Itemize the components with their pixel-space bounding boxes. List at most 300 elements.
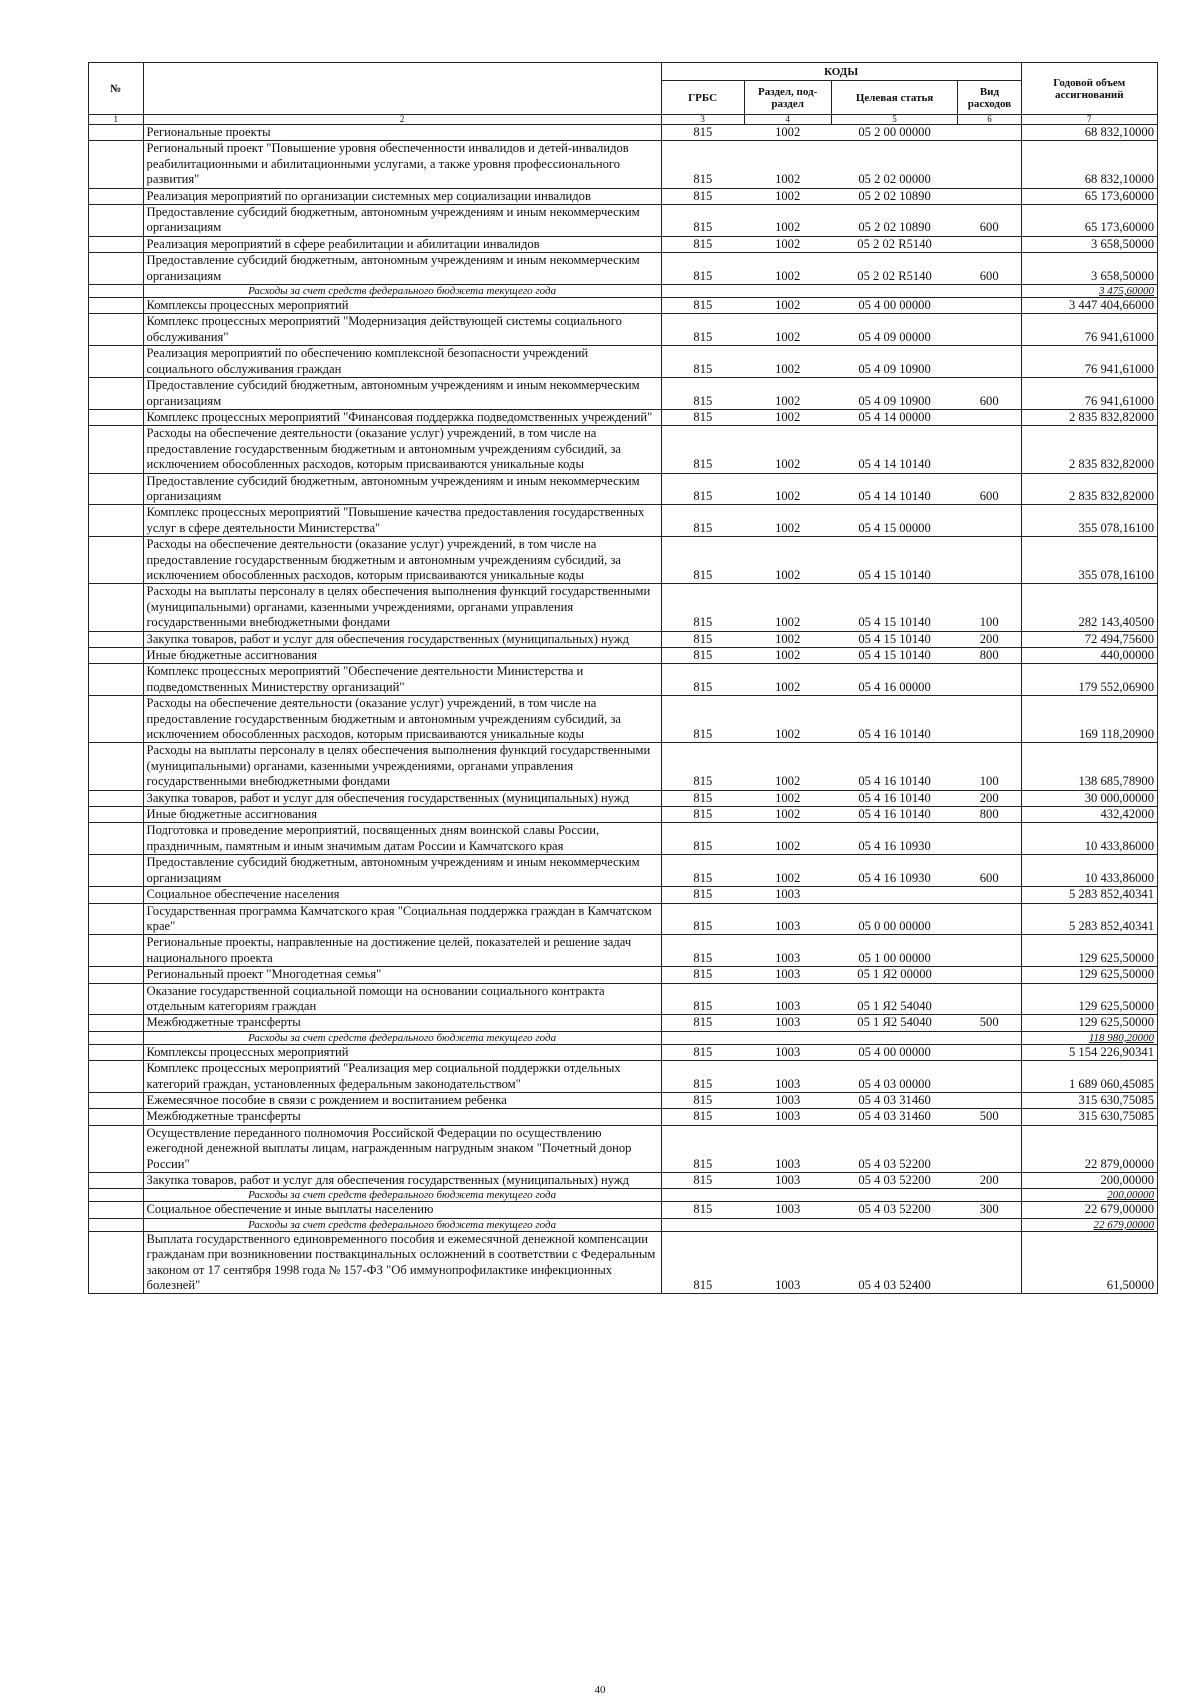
row-kind bbox=[958, 1061, 1021, 1093]
row-grbs: 815 bbox=[661, 1061, 744, 1093]
row-target: 05 4 15 10140 bbox=[831, 631, 958, 647]
row-section: 1002 bbox=[744, 473, 831, 505]
row-number bbox=[89, 1202, 144, 1218]
row-amount: 2 835 832,82000 bbox=[1021, 473, 1157, 505]
row-kind bbox=[958, 298, 1021, 314]
header-colnum: 3 bbox=[661, 115, 744, 125]
row-kind: 800 bbox=[958, 807, 1021, 823]
row-kind bbox=[958, 236, 1021, 252]
row-grbs: 815 bbox=[661, 1202, 744, 1218]
row-number bbox=[89, 967, 144, 983]
row-grbs: 815 bbox=[661, 887, 744, 903]
row-name: Расходы за счет средств федерального бюджета текущего года bbox=[143, 1189, 661, 1202]
row-number bbox=[89, 823, 144, 855]
row-name: Межбюджетные трансферты bbox=[143, 1109, 661, 1125]
row-kind: 200 bbox=[958, 790, 1021, 806]
row-name: Закупка товаров, работ и услуг для обеспечения государственных (муниципальных) нужд bbox=[143, 790, 661, 806]
row-grbs bbox=[661, 1189, 744, 1202]
row-number bbox=[89, 696, 144, 743]
table-row bbox=[89, 298, 1158, 314]
row-grbs: 815 bbox=[661, 141, 744, 188]
row-section: 1002 bbox=[744, 743, 831, 790]
row-name: Региональный проект "Многодетная семья" bbox=[143, 967, 661, 983]
row-amount: 3 658,50000 bbox=[1021, 236, 1157, 252]
row-section: 1003 bbox=[744, 903, 831, 935]
row-target bbox=[831, 1218, 958, 1231]
row-grbs: 815 bbox=[661, 790, 744, 806]
row-kind bbox=[958, 1044, 1021, 1060]
row-grbs: 815 bbox=[661, 1015, 744, 1031]
row-target: 05 2 02 R5140 bbox=[831, 236, 958, 252]
row-grbs: 815 bbox=[661, 505, 744, 537]
row-section: 1002 bbox=[744, 631, 831, 647]
table-row bbox=[89, 967, 1158, 983]
row-number bbox=[89, 935, 144, 967]
row-amount: 65 173,60000 bbox=[1021, 188, 1157, 204]
row-kind: 800 bbox=[958, 648, 1021, 664]
row-section: 1002 bbox=[744, 205, 831, 237]
row-target: 05 2 00 00000 bbox=[831, 125, 958, 141]
row-grbs: 815 bbox=[661, 378, 744, 410]
row-name: Расходы на обеспечение деятельности (оказание услуг) учреждений, в том числе на предоставление государственным бюджетным и автономным учреждениям субсидий, за исключением обособленных расходов, которым присваиваются уникальные коды bbox=[143, 696, 661, 743]
row-kind bbox=[958, 887, 1021, 903]
row-name: Реализация мероприятий в сфере реабилитации и абилитации инвалидов bbox=[143, 236, 661, 252]
row-section: 1002 bbox=[744, 253, 831, 285]
row-grbs: 815 bbox=[661, 1109, 744, 1125]
row-target: 05 4 09 00000 bbox=[831, 314, 958, 346]
row-number bbox=[89, 505, 144, 537]
row-target: 05 4 16 10140 bbox=[831, 807, 958, 823]
row-kind: 500 bbox=[958, 1015, 1021, 1031]
table-row bbox=[89, 1061, 1158, 1093]
row-target: 05 1 Я2 54040 bbox=[831, 983, 958, 1015]
table-row bbox=[89, 631, 1158, 647]
row-name: Комплекс процессных мероприятий "Повышение качества предоставления государственных услуг в сфере деятельности Министерства" bbox=[143, 505, 661, 537]
row-number bbox=[89, 141, 144, 188]
row-section: 1003 bbox=[744, 887, 831, 903]
row-name: Закупка товаров, работ и услуг для обеспечения государственных (муниципальных) нужд bbox=[143, 631, 661, 647]
page-number: 40 bbox=[594, 1684, 606, 1696]
row-section: 1003 bbox=[744, 1173, 831, 1189]
row-target: 05 4 15 10140 bbox=[831, 584, 958, 631]
table-row bbox=[89, 1231, 1158, 1294]
row-grbs: 815 bbox=[661, 743, 744, 790]
row-section: 1002 bbox=[744, 855, 831, 887]
row-name: Предоставление субсидий бюджетным, автономным учреждениям и иным некоммерческим организациям bbox=[143, 253, 661, 285]
row-section: 1002 bbox=[744, 505, 831, 537]
row-grbs: 815 bbox=[661, 1125, 744, 1172]
row-amount: 10 433,86000 bbox=[1021, 855, 1157, 887]
row-kind bbox=[958, 1125, 1021, 1172]
row-number bbox=[89, 790, 144, 806]
row-grbs: 815 bbox=[661, 903, 744, 935]
row-grbs: 815 bbox=[661, 983, 744, 1015]
header-codes: КОДЫ bbox=[661, 63, 1021, 81]
row-section: 1002 bbox=[744, 298, 831, 314]
row-kind bbox=[958, 696, 1021, 743]
row-number bbox=[89, 648, 144, 664]
row-name: Ежемесячное пособие в связи с рождением и воспитанием ребенка bbox=[143, 1092, 661, 1108]
row-amount: 200,00000 bbox=[1021, 1189, 1157, 1202]
row-grbs: 815 bbox=[661, 855, 744, 887]
row-section: 1002 bbox=[744, 823, 831, 855]
row-kind bbox=[958, 141, 1021, 188]
row-grbs: 815 bbox=[661, 807, 744, 823]
row-section: 1002 bbox=[744, 141, 831, 188]
row-target: 05 4 00 00000 bbox=[831, 1044, 958, 1060]
row-number bbox=[89, 346, 144, 378]
table-row bbox=[89, 346, 1158, 378]
header-colnum: 4 bbox=[744, 115, 831, 125]
row-amount: 5 283 852,40341 bbox=[1021, 903, 1157, 935]
row-number bbox=[89, 285, 144, 298]
row-kind bbox=[958, 823, 1021, 855]
row-section: 1002 bbox=[744, 537, 831, 584]
row-name: Комплекс процессных мероприятий "Модернизация действующей системы социального обслуживания" bbox=[143, 314, 661, 346]
row-number bbox=[89, 807, 144, 823]
row-number bbox=[89, 253, 144, 285]
row-amount: 3 447 404,66000 bbox=[1021, 298, 1157, 314]
row-grbs: 815 bbox=[661, 409, 744, 425]
row-number bbox=[89, 631, 144, 647]
row-amount: 76 941,61000 bbox=[1021, 378, 1157, 410]
row-amount: 355 078,16100 bbox=[1021, 505, 1157, 537]
row-target: 05 4 09 10900 bbox=[831, 346, 958, 378]
row-number bbox=[89, 743, 144, 790]
row-name: Комплексы процессных мероприятий bbox=[143, 298, 661, 314]
table-row bbox=[89, 409, 1158, 425]
row-amount: 440,00000 bbox=[1021, 648, 1157, 664]
row-target: 05 4 15 00000 bbox=[831, 505, 958, 537]
row-name: Региональный проект "Повышение уровня обеспеченности инвалидов и детей-инвалидов реабилитационными и абилитационными услугами, а также уровня профессионального развития" bbox=[143, 141, 661, 188]
row-target: 05 4 03 52200 bbox=[831, 1125, 958, 1172]
row-kind: 100 bbox=[958, 743, 1021, 790]
row-amount: 169 118,20900 bbox=[1021, 696, 1157, 743]
row-kind: 600 bbox=[958, 378, 1021, 410]
row-name: Расходы на обеспечение деятельности (оказание услуг) учреждений, в том числе на предоставление государственным бюджетным и автономным учреждениям субсидий, за исключением обособленных расходов, которым присваиваются уникальные коды bbox=[143, 537, 661, 584]
row-name: Комплекс процессных мероприятий "Финансовая поддержка подведомственных учреждений" bbox=[143, 409, 661, 425]
row-name: Социальное обеспечение населения bbox=[143, 887, 661, 903]
table-row bbox=[89, 903, 1158, 935]
row-section: 1003 bbox=[744, 1125, 831, 1172]
table-header bbox=[89, 63, 1158, 125]
row-number bbox=[89, 298, 144, 314]
row-number bbox=[89, 1189, 144, 1202]
table-row bbox=[89, 696, 1158, 743]
row-target: 05 4 15 10140 bbox=[831, 537, 958, 584]
document-page bbox=[88, 62, 1158, 1294]
row-name: Реализация мероприятий по обеспечению комплексной безопасности учреждений социального обслуживания граждан bbox=[143, 346, 661, 378]
row-target: 05 4 03 52200 bbox=[831, 1173, 958, 1189]
row-kind bbox=[958, 1218, 1021, 1231]
row-section: 1002 bbox=[744, 584, 831, 631]
row-grbs: 815 bbox=[661, 648, 744, 664]
row-grbs bbox=[661, 1218, 744, 1231]
federal-funds-row bbox=[89, 1031, 1158, 1044]
row-number bbox=[89, 584, 144, 631]
table-body bbox=[89, 125, 1158, 1294]
row-amount: 3 658,50000 bbox=[1021, 253, 1157, 285]
row-kind bbox=[958, 1231, 1021, 1294]
header-target: Целевая статья bbox=[831, 81, 958, 115]
row-kind: 600 bbox=[958, 253, 1021, 285]
row-amount: 68 832,10000 bbox=[1021, 125, 1157, 141]
row-section bbox=[744, 1031, 831, 1044]
header-colnum: 5 bbox=[831, 115, 958, 125]
row-name: Закупка товаров, работ и услуг для обеспечения государственных (муниципальных) нужд bbox=[143, 1173, 661, 1189]
federal-funds-row bbox=[89, 1218, 1158, 1231]
row-amount: 22 879,00000 bbox=[1021, 1125, 1157, 1172]
row-grbs: 815 bbox=[661, 664, 744, 696]
row-amount: 282 143,40500 bbox=[1021, 584, 1157, 631]
row-section: 1002 bbox=[744, 378, 831, 410]
row-name: Региональные проекты, направленные на достижение целей, показателей и решение задач национального проекта bbox=[143, 935, 661, 967]
row-name: Иные бюджетные ассигнования bbox=[143, 648, 661, 664]
row-target: 05 2 02 10890 bbox=[831, 205, 958, 237]
row-target: 05 1 00 00000 bbox=[831, 935, 958, 967]
row-number bbox=[89, 314, 144, 346]
header-number: № bbox=[89, 63, 144, 115]
row-kind bbox=[958, 1092, 1021, 1108]
row-name: Предоставление субсидий бюджетным, автономным учреждениям и иным некоммерческим организациям bbox=[143, 473, 661, 505]
row-section: 1003 bbox=[744, 983, 831, 1015]
row-target: 05 4 16 10930 bbox=[831, 855, 958, 887]
header-section: Раздел, под-раздел bbox=[744, 81, 831, 115]
row-target: 05 4 03 00000 bbox=[831, 1061, 958, 1093]
row-amount: 61,50000 bbox=[1021, 1231, 1157, 1294]
row-section: 1002 bbox=[744, 648, 831, 664]
row-section: 1003 bbox=[744, 1092, 831, 1108]
row-name: Государственная программа Камчатского края "Социальная поддержка граждан в Камчатском крае" bbox=[143, 903, 661, 935]
table-row bbox=[89, 141, 1158, 188]
row-number bbox=[89, 1109, 144, 1125]
header-colnum: 6 bbox=[958, 115, 1021, 125]
row-amount: 72 494,75600 bbox=[1021, 631, 1157, 647]
header-colnum: 2 bbox=[143, 115, 661, 125]
row-number bbox=[89, 903, 144, 935]
row-section: 1002 bbox=[744, 426, 831, 473]
row-target bbox=[831, 887, 958, 903]
table-row bbox=[89, 807, 1158, 823]
row-grbs: 815 bbox=[661, 125, 744, 141]
row-grbs: 815 bbox=[661, 967, 744, 983]
row-target: 05 4 00 00000 bbox=[831, 298, 958, 314]
row-number bbox=[89, 125, 144, 141]
table-row bbox=[89, 855, 1158, 887]
table-row bbox=[89, 823, 1158, 855]
table-row bbox=[89, 983, 1158, 1015]
row-amount: 129 625,50000 bbox=[1021, 983, 1157, 1015]
row-amount: 355 078,16100 bbox=[1021, 537, 1157, 584]
row-name: Комплексы процессных мероприятий bbox=[143, 1044, 661, 1060]
row-name: Выплата государственного единовременного пособия и ежемесячной денежной компенсации гражданам при возникновении поствакцинальных осложнений в соответствии с Федеральным законом от 17 сентября 1998 года № 157-ФЗ "Об иммунопрофилактике инфекционных болезней" bbox=[143, 1231, 661, 1294]
row-section: 1002 bbox=[744, 696, 831, 743]
row-kind bbox=[958, 505, 1021, 537]
row-number bbox=[89, 426, 144, 473]
table-row bbox=[89, 378, 1158, 410]
row-kind bbox=[958, 664, 1021, 696]
table-row bbox=[89, 426, 1158, 473]
header-colnum: 1 bbox=[89, 115, 144, 125]
row-section: 1002 bbox=[744, 236, 831, 252]
table-row bbox=[89, 188, 1158, 204]
table-row bbox=[89, 1044, 1158, 1060]
row-number bbox=[89, 1173, 144, 1189]
row-target: 05 4 03 31460 bbox=[831, 1092, 958, 1108]
row-name: Оказание государственной социальной помощи на основании социального контракта отдельным категориям граждан bbox=[143, 983, 661, 1015]
row-grbs: 815 bbox=[661, 426, 744, 473]
row-target: 05 4 09 10900 bbox=[831, 378, 958, 410]
row-grbs: 815 bbox=[661, 537, 744, 584]
row-target: 05 4 03 52200 bbox=[831, 1202, 958, 1218]
row-target: 05 4 16 00000 bbox=[831, 664, 958, 696]
row-kind bbox=[958, 346, 1021, 378]
row-kind: 200 bbox=[958, 631, 1021, 647]
row-section: 1002 bbox=[744, 188, 831, 204]
row-grbs: 815 bbox=[661, 205, 744, 237]
header-amount: Годовой объем ассигнований bbox=[1021, 63, 1157, 115]
table-row bbox=[89, 743, 1158, 790]
row-section: 1003 bbox=[744, 1044, 831, 1060]
row-number bbox=[89, 188, 144, 204]
row-number bbox=[89, 1031, 144, 1044]
row-amount: 30 000,00000 bbox=[1021, 790, 1157, 806]
row-number bbox=[89, 855, 144, 887]
row-amount: 200,00000 bbox=[1021, 1173, 1157, 1189]
row-kind bbox=[958, 125, 1021, 141]
row-amount: 432,42000 bbox=[1021, 807, 1157, 823]
federal-funds-row bbox=[89, 285, 1158, 298]
table-row bbox=[89, 205, 1158, 237]
table-row bbox=[89, 664, 1158, 696]
row-amount: 22 679,00000 bbox=[1021, 1218, 1157, 1231]
row-grbs: 815 bbox=[661, 253, 744, 285]
row-section bbox=[744, 285, 831, 298]
row-name: Предоставление субсидий бюджетным, автономным учреждениям и иным некоммерческим организациям bbox=[143, 855, 661, 887]
row-kind bbox=[958, 188, 1021, 204]
row-amount: 65 173,60000 bbox=[1021, 205, 1157, 237]
row-grbs: 815 bbox=[661, 1092, 744, 1108]
table-row bbox=[89, 887, 1158, 903]
row-number bbox=[89, 887, 144, 903]
row-grbs: 815 bbox=[661, 1231, 744, 1294]
row-kind bbox=[958, 967, 1021, 983]
row-number bbox=[89, 378, 144, 410]
header-colnum: 7 bbox=[1021, 115, 1157, 125]
row-grbs: 815 bbox=[661, 1173, 744, 1189]
row-target: 05 1 Я2 00000 bbox=[831, 967, 958, 983]
row-number bbox=[89, 409, 144, 425]
row-grbs: 815 bbox=[661, 631, 744, 647]
row-amount: 179 552,06900 bbox=[1021, 664, 1157, 696]
row-target: 05 4 15 10140 bbox=[831, 648, 958, 664]
row-section: 1003 bbox=[744, 1061, 831, 1093]
row-amount: 2 835 832,82000 bbox=[1021, 409, 1157, 425]
row-kind: 600 bbox=[958, 205, 1021, 237]
row-name: Осуществление переданного полномочия Российской Федерации по осуществлению ежегодной денежной выплаты лицам, награжденным нагрудным знаком "Почетный донор России" bbox=[143, 1125, 661, 1172]
row-target: 05 1 Я2 54040 bbox=[831, 1015, 958, 1031]
row-name: Реализация мероприятий по организации системных мер социализации инвалидов bbox=[143, 188, 661, 204]
table-row bbox=[89, 314, 1158, 346]
row-number bbox=[89, 1044, 144, 1060]
row-grbs: 815 bbox=[661, 584, 744, 631]
row-name: Предоставление субсидий бюджетным, автономным учреждениям и иным некоммерческим организациям bbox=[143, 205, 661, 237]
row-target: 05 4 14 10140 bbox=[831, 426, 958, 473]
row-section: 1002 bbox=[744, 314, 831, 346]
row-grbs: 815 bbox=[661, 314, 744, 346]
row-section bbox=[744, 1218, 831, 1231]
row-number bbox=[89, 664, 144, 696]
row-section: 1002 bbox=[744, 125, 831, 141]
row-section: 1002 bbox=[744, 664, 831, 696]
row-target: 05 2 02 10890 bbox=[831, 188, 958, 204]
row-section: 1003 bbox=[744, 1015, 831, 1031]
row-name: Расходы за счет средств федерального бюджета текущего года bbox=[143, 285, 661, 298]
row-number bbox=[89, 1092, 144, 1108]
table-row bbox=[89, 1015, 1158, 1031]
table-row bbox=[89, 1125, 1158, 1172]
table-row bbox=[89, 584, 1158, 631]
row-amount: 3 475,60000 bbox=[1021, 285, 1157, 298]
row-kind bbox=[958, 537, 1021, 584]
table-row bbox=[89, 473, 1158, 505]
row-kind: 600 bbox=[958, 473, 1021, 505]
row-kind bbox=[958, 935, 1021, 967]
row-target: 05 4 16 10140 bbox=[831, 696, 958, 743]
row-number bbox=[89, 473, 144, 505]
row-grbs: 815 bbox=[661, 298, 744, 314]
row-kind: 300 bbox=[958, 1202, 1021, 1218]
row-kind bbox=[958, 903, 1021, 935]
row-name: Региональные проекты bbox=[143, 125, 661, 141]
row-kind: 600 bbox=[958, 855, 1021, 887]
row-target: 05 4 03 31460 bbox=[831, 1109, 958, 1125]
row-grbs: 815 bbox=[661, 935, 744, 967]
row-name: Иные бюджетные ассигнования bbox=[143, 807, 661, 823]
row-name: Расходы на обеспечение деятельности (оказание услуг) учреждений, в том числе на предоставление государственным бюджетным и автономным учреждениям субсидий, за исключением обособленных расходов, которым присваиваются уникальные коды bbox=[143, 426, 661, 473]
row-kind bbox=[958, 1031, 1021, 1044]
row-kind bbox=[958, 285, 1021, 298]
row-number bbox=[89, 1218, 144, 1231]
row-name: Расходы за счет средств федерального бюджета текущего года bbox=[143, 1218, 661, 1231]
row-amount: 315 630,75085 bbox=[1021, 1109, 1157, 1125]
row-amount: 2 835 832,82000 bbox=[1021, 426, 1157, 473]
table-row bbox=[89, 1109, 1158, 1125]
row-kind: 500 bbox=[958, 1109, 1021, 1125]
row-number bbox=[89, 983, 144, 1015]
row-grbs: 815 bbox=[661, 236, 744, 252]
row-target: 05 2 02 R5140 bbox=[831, 253, 958, 285]
row-number bbox=[89, 537, 144, 584]
table-row bbox=[89, 253, 1158, 285]
row-grbs: 815 bbox=[661, 696, 744, 743]
header-kind: Вид расходов bbox=[958, 81, 1021, 115]
table-row bbox=[89, 505, 1158, 537]
header-name bbox=[143, 63, 661, 115]
table-row bbox=[89, 1092, 1158, 1108]
row-number bbox=[89, 1061, 144, 1093]
table-row bbox=[89, 1202, 1158, 1218]
table-row bbox=[89, 790, 1158, 806]
row-name: Межбюджетные трансферты bbox=[143, 1015, 661, 1031]
row-kind: 100 bbox=[958, 584, 1021, 631]
row-name: Предоставление субсидий бюджетным, автономным учреждениям и иным некоммерческим организациям bbox=[143, 378, 661, 410]
row-kind bbox=[958, 983, 1021, 1015]
row-target: 05 4 03 52400 bbox=[831, 1231, 958, 1294]
row-target bbox=[831, 1031, 958, 1044]
row-grbs bbox=[661, 285, 744, 298]
row-amount: 129 625,50000 bbox=[1021, 935, 1157, 967]
